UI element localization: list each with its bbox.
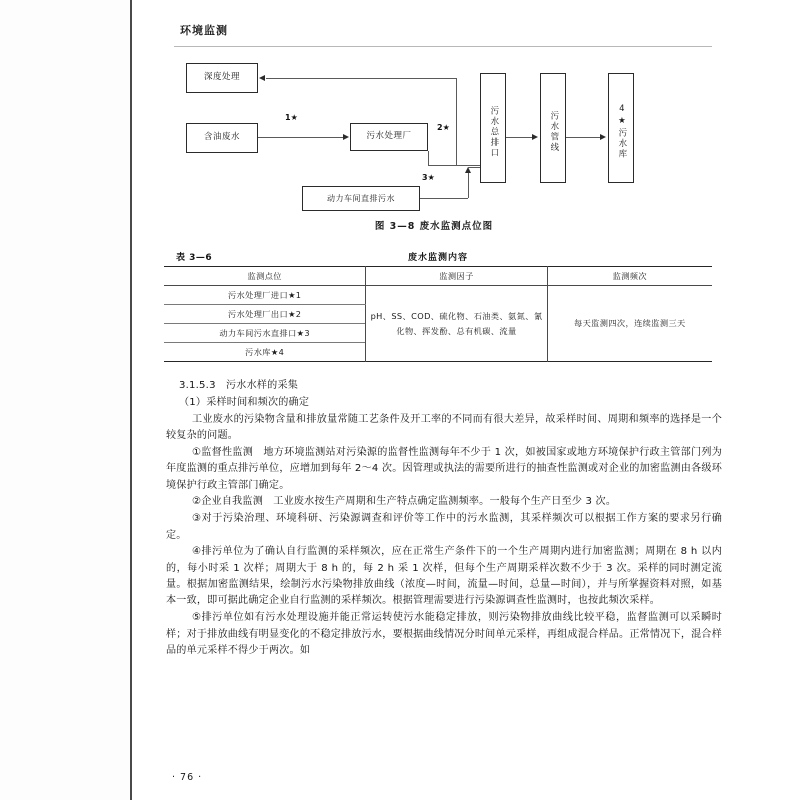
cell-point-4: 污水库★4 [245,346,285,357]
monitoring-table [164,266,712,362]
paragraph-item-1: ①监督性监测 地方环境监测站对污染源的监督性监测每年不少于 1 次，如被国家或地方环境保护行政主管部门列为年度监测的重点排污单位，应增加到每年 2～4 次。因管理或执法的需要所进行的抽查性监测或对企业的加密监测由各级环境保护行政主管部门确定。 [166,446,722,491]
label-point-3: 3★ [422,173,435,182]
col-header-factors: 监测因子 [366,267,547,286]
paragraph-item-2: ②企业自我监测 工业废水按生产周期和生产特点确定监测频率。一般每个生产日至少 3 次。 [192,496,617,508]
node-workshop-direct-discharge: 动力车间直排污水 [302,186,420,211]
table-row [164,286,712,305]
subsection-heading: （1）采样时间和频次的确定 [179,396,310,408]
col-header-frequency: 监测频次 [547,267,712,286]
col-header-points: 监测点位 [164,267,366,286]
node-main-outlet: 污水总排口 [480,73,506,183]
edge-outlet-to-pipeline [506,137,532,138]
label-point-2: 2★ [437,123,450,132]
page-number: · 76 · [172,772,203,783]
edge-into-outlet [468,167,480,168]
cell-factors: pH、SS、COD、硫化物、石油类、氨氮、氰化物、挥发酚、总有机碳、流量 [366,286,547,362]
node-reservoir: 4★污水库 [608,73,634,183]
body-text [166,378,722,660]
header-rule [174,46,712,47]
edge-workshop-horizontal [420,198,468,199]
arrowhead-oily-to-plant [343,134,349,140]
paragraph-item-5: ⑤排污单位如有污水处理设施并能正常运转使污水能稳定排放，则污染物排放曲线比较平稳，监督监测可以采瞬时样；对于排放曲线有明显变化的不稳定排放污水，要根据曲线情况分时间单元采样，再组成混合样品。正常情况下，混合样品的单元采样不得少于两次。如 [166,612,722,656]
edge-plant-to-outlet [428,165,480,166]
edge-oily-to-plant [258,137,344,138]
cell-point-3: 动力车间污水直排口★3 [164,324,366,343]
paragraph-item-4: ④排污单位为了确认自行监测的采样频次，应在正常生产条件下的一个生产周期内进行加密监测；周期在 8 h 以内的，每小时采 1 次样；周期大于 8 h 的，每 2 h 采 1 次样，但每个生产周期采样次数不少于 3 次。采样的同时测定流量。根据加密监测结果，绘制污水污染物排放曲线（浓度—时间，流量—时间，总量—时间），并与所掌握资料对照，如基本一致，即可据此确定企业自行监测的采样频次。根据管理需要进行污染源调查性监测时，也按此频次采样。 [166,546,722,607]
cell-point-1: 污水处理厂进口★1 [164,286,366,305]
page-content [154,0,764,800]
node-pipeline: 污水管线 [540,73,566,183]
table-header-row [164,267,712,286]
section-heading: 3.1.5.3 污水水样的采集 [179,380,299,391]
paragraph-item-3: ③对于污染治理、环境科研、污染源调查和评价等工作中的污水监测，其采样频次可以根据工作方案的要求另行确定。 [166,513,722,541]
page-sheet [130,0,800,800]
edge-recycle-vertical [456,78,457,166]
cell-frequency: 每天监测四次，连续监测三天 [547,286,712,362]
label-point-1: 1★ [285,113,298,122]
paragraph-intro: 工业废水的污染物含量和排放量常随工艺条件及开工率的不同而有很大差异，故采样时间、周期和频率的选择是一个较复杂的问题。 [166,413,722,442]
figure-caption: 图 3—8 废水监测点位图 [374,221,494,232]
table-caption [164,250,712,266]
node-advanced-treatment: 深度处理 [186,63,258,93]
edge-recycle-horizontal [266,78,456,79]
node-wastewater-plant: 污水处理厂 [350,123,428,151]
cell-point-2: 污水处理厂出口★2 [164,305,366,324]
table-title: 废水监测内容 [407,253,468,263]
arrowhead-recycle [259,75,265,81]
table-number: 表 3—6 [176,253,213,263]
arrowhead-pipeline-to-reservoir [600,134,606,140]
edge-pipeline-to-reservoir [566,137,600,138]
table-section [164,250,712,362]
flow-diagram [154,55,754,235]
node-oily-wastewater: 含油废水 [186,123,258,153]
arrowhead-outlet-to-pipeline [532,134,538,140]
edge-workshop-vertical [468,173,469,198]
edge-plant-down [428,151,429,165]
running-head: 环境监测 [180,24,228,37]
